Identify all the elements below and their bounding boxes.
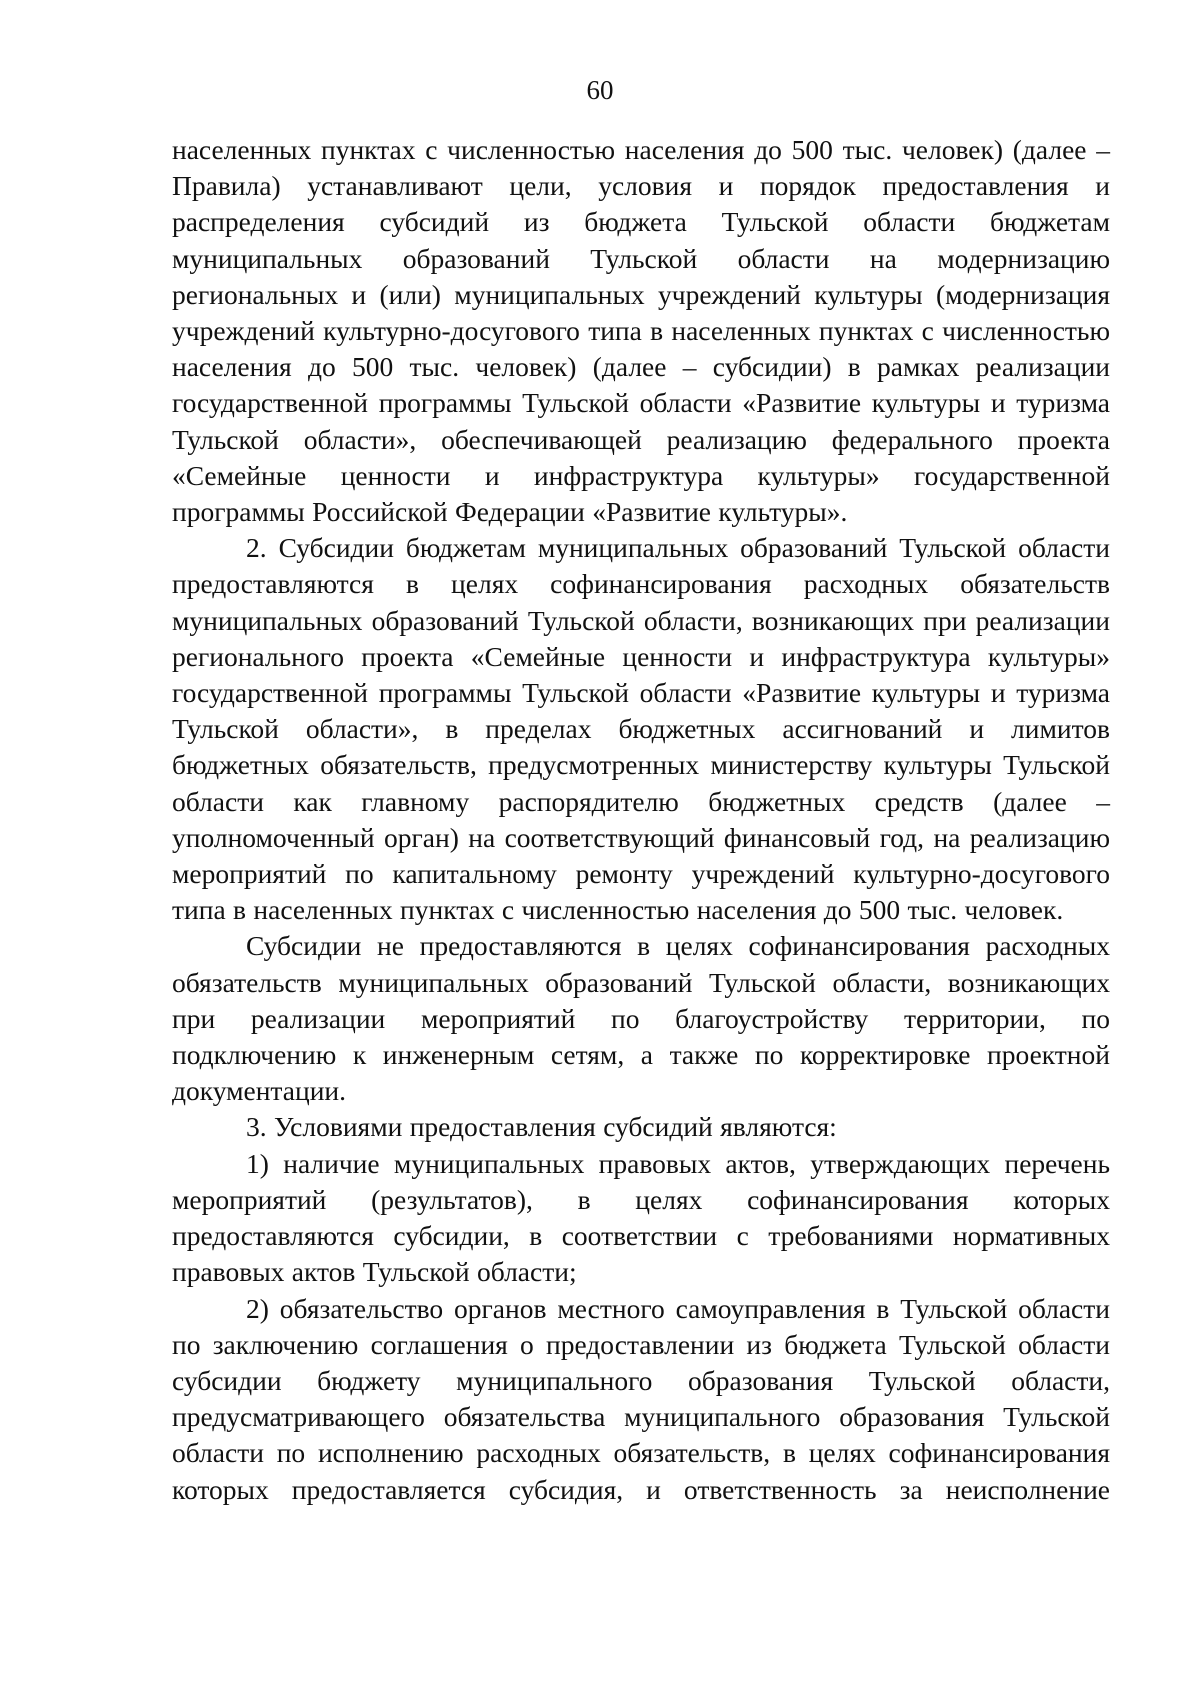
paragraph-condition-1: 1) наличие муниципальных правовых актов, утверждающих перечень мероприятий (результатов), в целях софинансирования которых предоставляются субсидии, в соответствии с требованиями нормативных правовых актов Тульской области;: [172, 1147, 1110, 1288]
paragraph-subsidies-exclusions: Субсидии не предоставляются в целях софинансирования расходных обязательств муниципальных образований Тульской области, возникающих при реализации мероприятий по благоустройству территории, по подключению к инженерным сетям, а также по корректировке проектной документации.: [172, 930, 1110, 1107]
paragraph-rules-intro: населенных пунктах с численностью населения до 500 тыс. человек) (далее – Правила) устанавливают цели, условия и порядок предоставления и распределения субсидий из бюджета Тульской области бюджетам муниципальных образований Тульской области на модернизацию региональных и (или) муниципальных учреждений культуры (модернизация учреждений культурно-досугового типа в населенных пунктах с численностью населения до 500 тыс. человек) (далее – субсидии) в рамках реализации государственной программы Тульской области «Развитие культуры и туризма Тульской области», обеспечивающей реализацию федерального проекта «Семейные ценности и инфраструктура культуры» государственной программы Российской Федерации «Развитие культуры».: [172, 134, 1110, 528]
paragraph-3-conditions-heading: 3. Условиями предоставления субсидий являются:: [246, 1111, 837, 1143]
page-number: 60: [586, 75, 614, 105]
paragraph-condition-2: 2) обязательство органов местного самоуправления в Тульской области по заключению соглашения о предоставлении из бюджета Тульской области субсидии бюджету муниципального образования Тульской области, предусматривающего обязательства муниципального образования Тульской области по исполнению расходных обязательств, в целях софинансирования которых предоставляется субсидия, и ответственность за неисполнение: [172, 1292, 1110, 1505]
document-body: [172, 132, 1110, 1508]
paragraph-2-subsidies-purpose: 2. Субсидии бюджетам муниципальных образований Тульской области предоставляются в целях софинансирования расходных обязательств муниципальных образований Тульской области, возникающих при реализации регионального проекта «Семейные ценности и инфраструктура культуры» государственной программы Тульской области «Развитие культуры и туризма Тульской области», в пределах бюджетных ассигнований и лимитов бюджетных обязательств, предусмотренных министерству культуры Тульской области как главному распорядителю бюджетных средств (далее – уполномоченный орган) на соответствующий финансовый год, на реализацию мероприятий по капитальному ремонту учреждений культурно-досугового типа в населенных пунктах с численностью населения до 500 тыс. человек.: [172, 532, 1110, 926]
